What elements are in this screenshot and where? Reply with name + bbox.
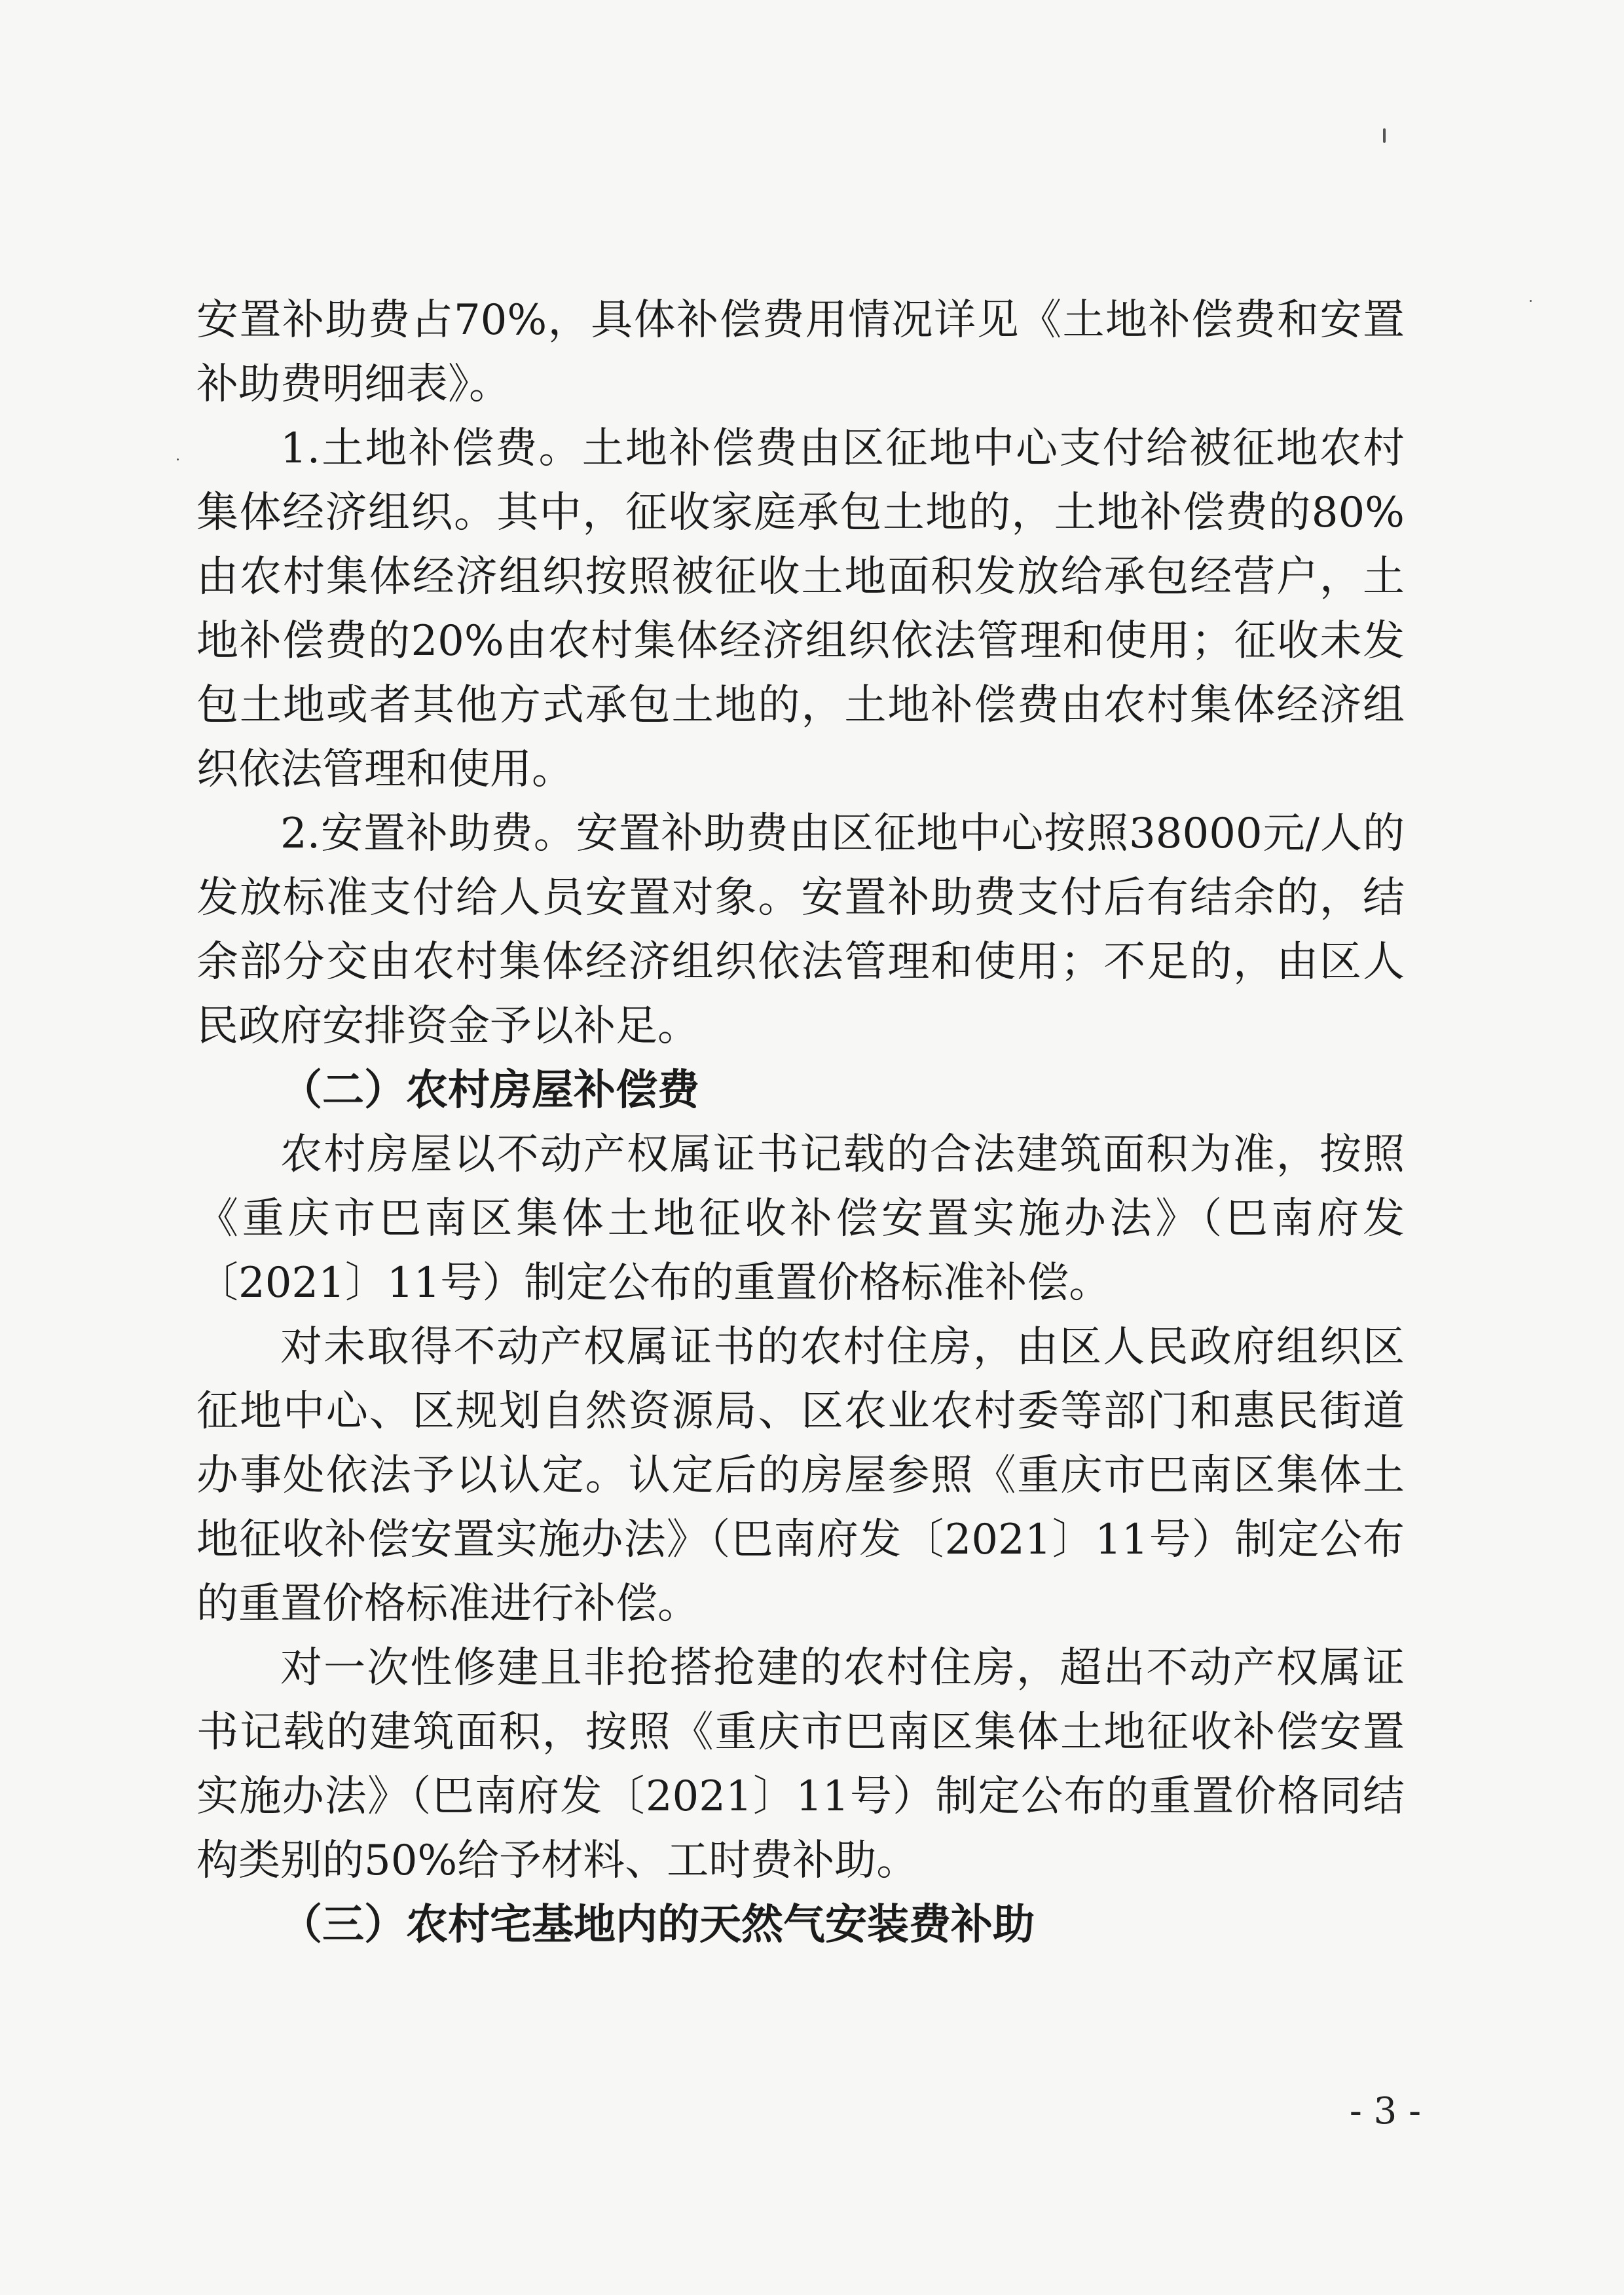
- page-number: - 3 -: [1349, 2090, 1421, 2133]
- body-text: [196, 288, 1405, 1957]
- section-heading-gas-installation: （三）农村宅基地内的天然气安装费补助: [280, 1900, 1035, 1949]
- paragraph-excess-area-subsidy: 对一次性修建且非抢搭抢建的农村住房，超出不动产权属证书记载的建筑面积，按照《重庆市巴南区集体土地征收补偿安置实施办法》（巴南府发〔2021〕11号）制定公布的重置价格同结构类别的50%给予材料、工时费补助。: [196, 1644, 1405, 1885]
- section-heading-housing-compensation: （二）农村房屋补偿费: [280, 1066, 699, 1115]
- scan-speck: [1530, 300, 1532, 302]
- paragraph-housing-standard: 农村房屋以不动产权属证书记载的合法建筑面积为准，按照《重庆市巴南区集体土地征收补偿安置实施办法》（巴南府发〔2021〕11号）制定公布的重置价格标准补偿。: [196, 1130, 1405, 1307]
- scan-speck: [177, 458, 179, 460]
- paragraph-land-compensation: 1.土地补偿费。土地补偿费由区征地中心支付给被征地农村集体经济组织。其中，征收家庭承包土地的，土地补偿费的80%由农村集体经济组织按照被征收土地面积发放给承包经营户，土地补偿费的20%由农村集体经济组织依法管理和使用；征收未发包土地或者其他方式承包土地的，土地补偿费由农村集体经济组织依法管理和使用。: [196, 424, 1405, 794]
- scan-speck: [1383, 128, 1386, 143]
- paragraph-resettlement-subsidy: 2.安置补助费。安置补助费由区征地中心按照38000元/人的发放标准支付给人员安置对象。安置补助费支付后有结余的，结余部分交由农村集体经济组织依法管理和使用；不足的，由区人民政府安排资金予以补足。: [196, 810, 1405, 1051]
- paragraph-uncertified-housing: 对未取得不动产权属证书的农村住房，由区人民政府组织区征地中心、区规划自然资源局、区农业农村委等部门和惠民街道办事处依法予以认定。认定后的房屋参照《重庆市巴南区集体土地征收补偿安置实施办法》（巴南府发〔2021〕11号）制定公布的重置价格标准进行补偿。: [196, 1323, 1405, 1628]
- paragraph-continuation: 安置补助费占70%，具体补偿费用情况详见《土地补偿费和安置补助费明细表》。: [196, 296, 1405, 409]
